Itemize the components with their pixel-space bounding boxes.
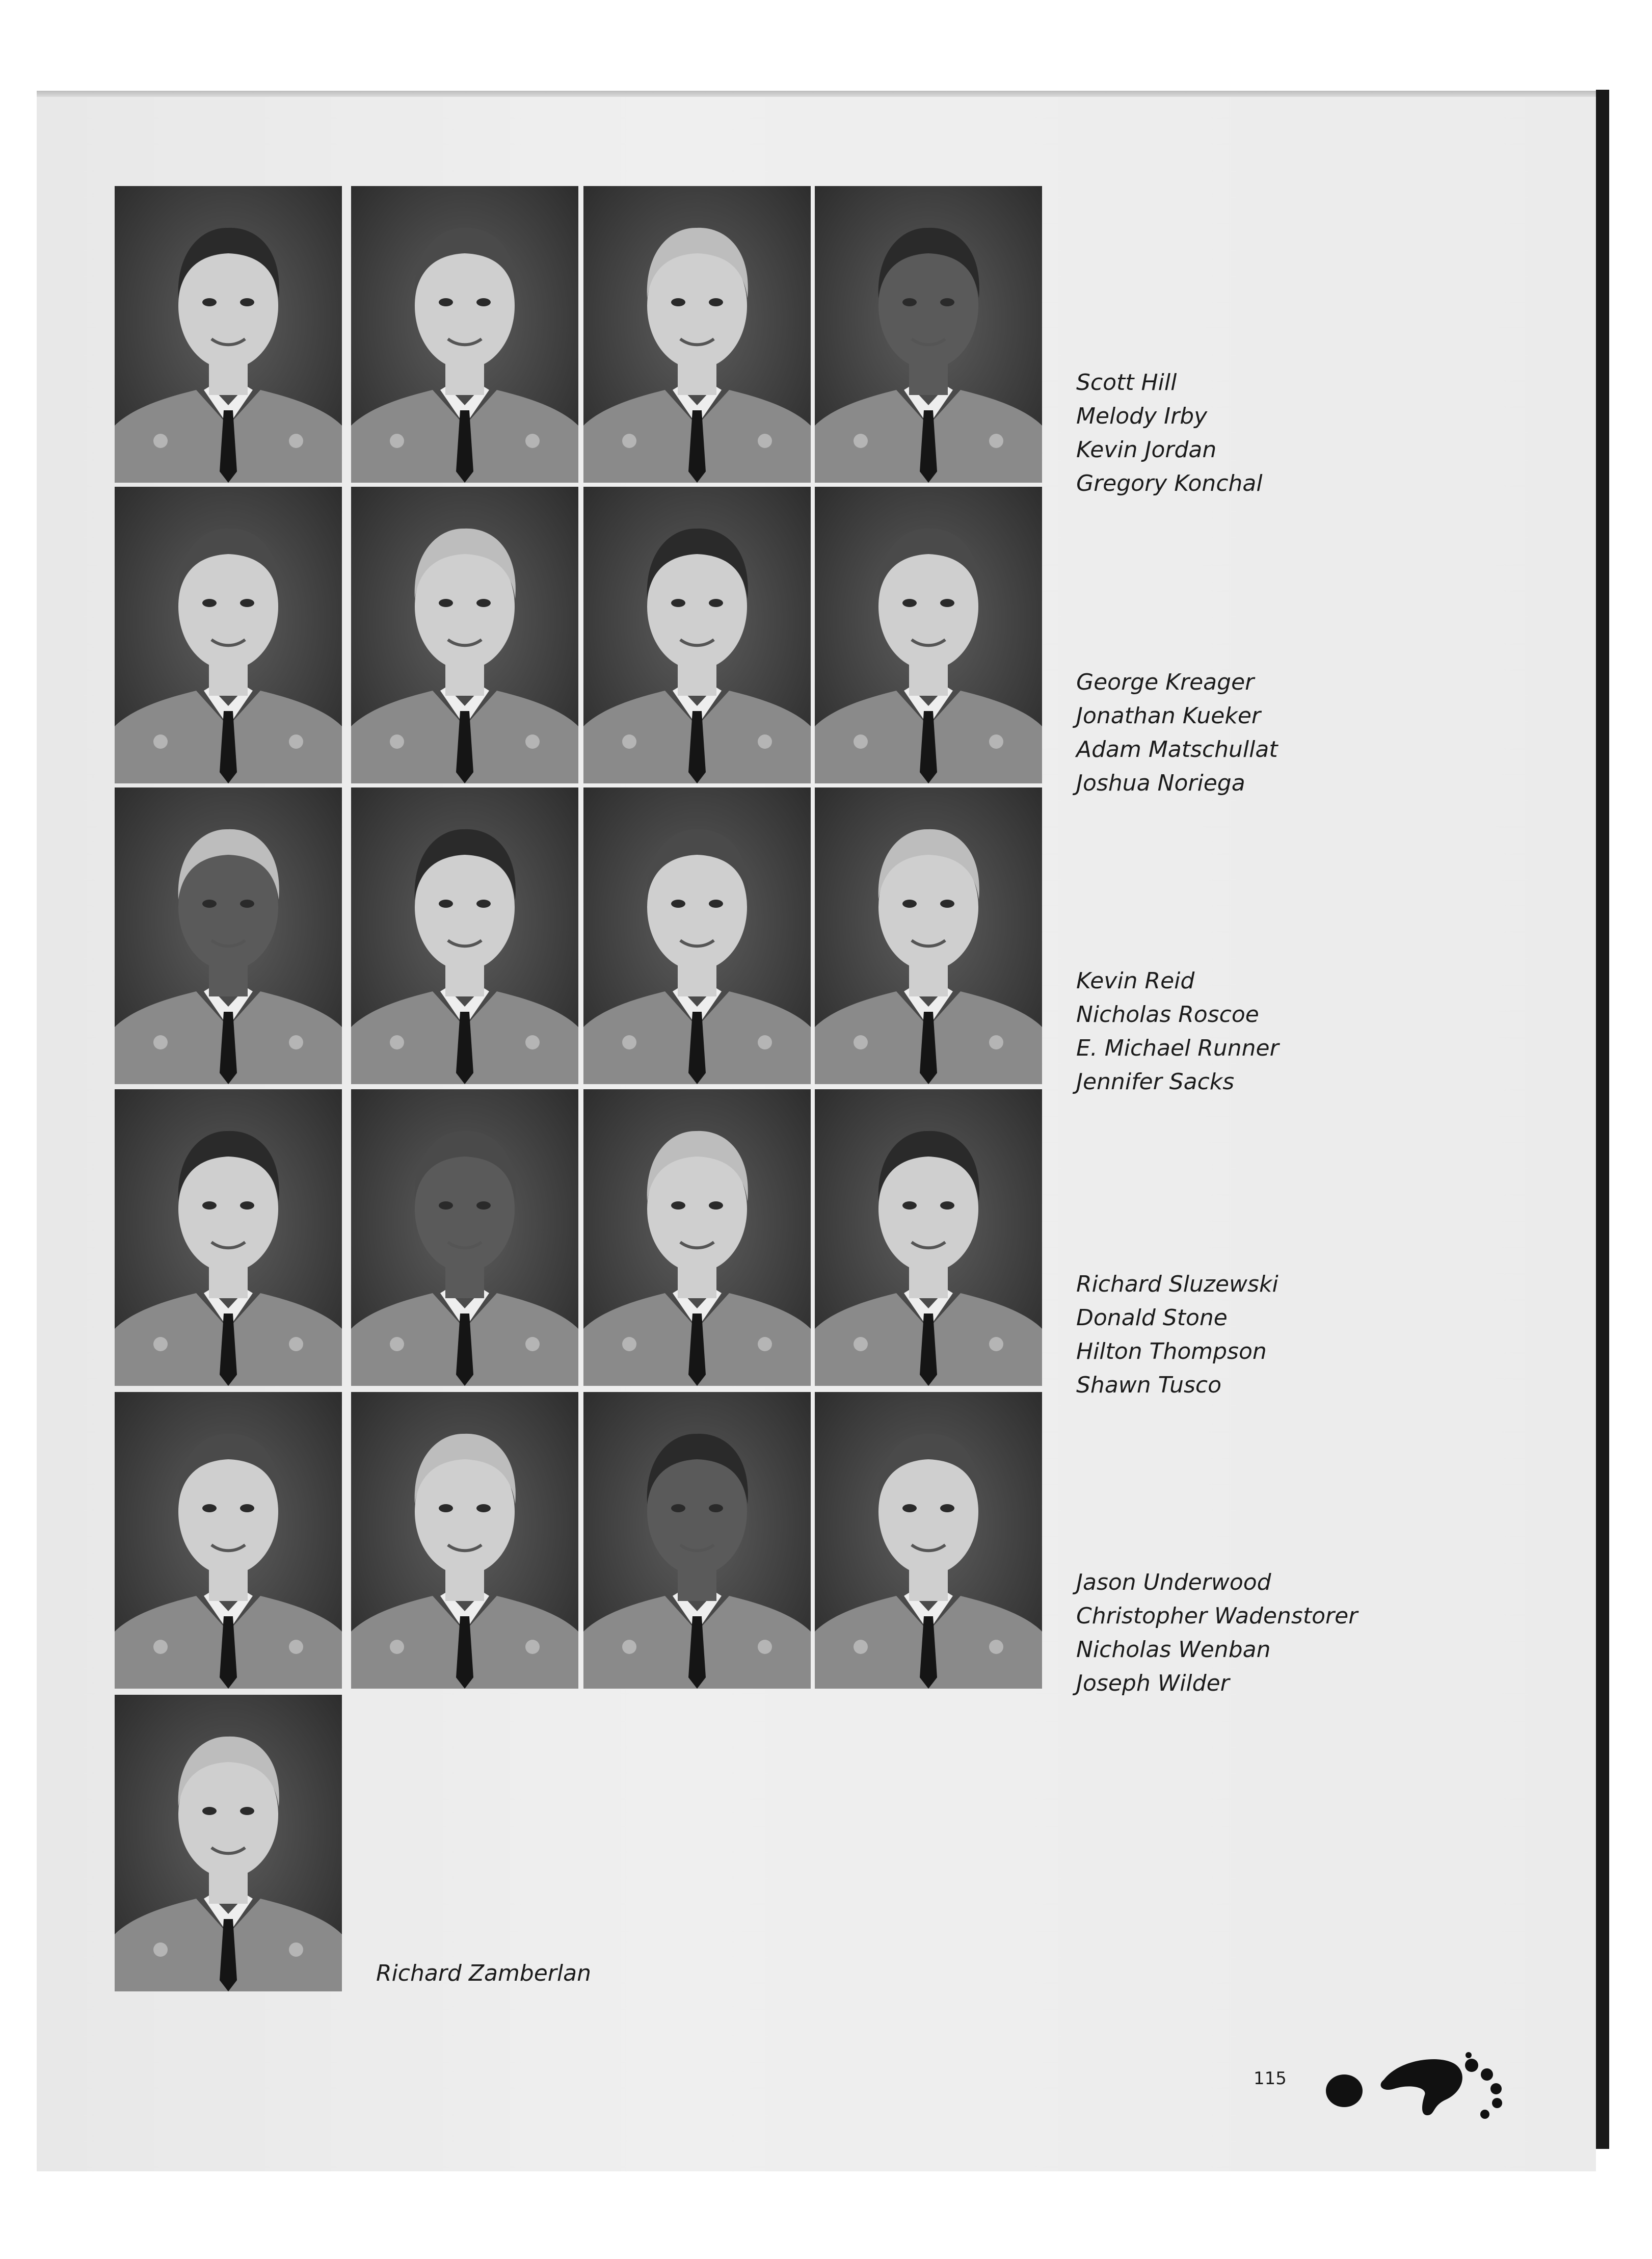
- student-portrait: [815, 186, 1042, 483]
- footprint-icon: [1323, 2044, 1516, 2123]
- student-name: Joseph Wilder: [1076, 1670, 1230, 1696]
- student-name: Jonathan Kueker: [1076, 703, 1261, 729]
- student-portrait: [351, 1392, 578, 1689]
- student-portrait: [351, 787, 578, 1084]
- student-portrait: [351, 487, 578, 783]
- student-portrait: [115, 1695, 342, 1991]
- student-name: Scott Hill: [1076, 370, 1177, 396]
- student-portrait: [815, 1392, 1042, 1689]
- student-name: Richard Sluzewski: [1076, 1271, 1278, 1297]
- student-portrait: [351, 1089, 578, 1386]
- student-name: Donald Stone: [1076, 1305, 1228, 1331]
- student-portrait: [815, 487, 1042, 783]
- student-name: E. Michael Runner: [1076, 1035, 1279, 1061]
- student-name: Christopher Wadenstorer: [1076, 1603, 1358, 1629]
- student-name: Gregory Konchal: [1076, 470, 1263, 496]
- name-list-row-2: [1076, 666, 1278, 800]
- student-name: Melody Irby: [1076, 403, 1208, 429]
- binding-edge: [1596, 90, 1609, 2149]
- student-name: Adam Matschullat: [1076, 737, 1278, 763]
- student-name-last: Richard Zamberlan: [376, 1960, 591, 1986]
- student-name: Kevin Reid: [1076, 968, 1195, 994]
- student-portrait: [815, 787, 1042, 1084]
- name-list-row-3: [1076, 964, 1279, 1099]
- student-portrait: [115, 787, 342, 1084]
- student-portrait: [583, 1089, 811, 1386]
- student-name: Jason Underwood: [1076, 1569, 1271, 1595]
- student-portrait: [583, 787, 811, 1084]
- student-name: Hilton Thompson: [1076, 1338, 1267, 1364]
- student-portrait: [815, 1089, 1042, 1386]
- student-name: Jennifer Sacks: [1076, 1069, 1235, 1095]
- student-portrait: [583, 186, 811, 483]
- student-name: George Kreager: [1076, 669, 1255, 695]
- student-portrait: [583, 487, 811, 783]
- student-portrait: [115, 1392, 342, 1689]
- page-number: 115: [1254, 2068, 1287, 2089]
- student-name: Kevin Jordan: [1076, 437, 1217, 463]
- student-portrait: [115, 186, 342, 483]
- student-name: Nicholas Wenban: [1076, 1637, 1271, 1663]
- student-portrait: [351, 186, 578, 483]
- name-list-row-1: [1076, 366, 1263, 501]
- student-portrait: [583, 1392, 811, 1689]
- name-list-row-4: [1076, 1268, 1278, 1402]
- student-name: Shawn Tusco: [1076, 1372, 1222, 1398]
- name-list-row-5: [1076, 1566, 1357, 1700]
- student-portrait: [115, 1089, 342, 1386]
- student-portrait: [115, 487, 342, 783]
- student-name: Nicholas Roscoe: [1076, 1002, 1259, 1028]
- student-name: Joshua Noriega: [1076, 770, 1245, 796]
